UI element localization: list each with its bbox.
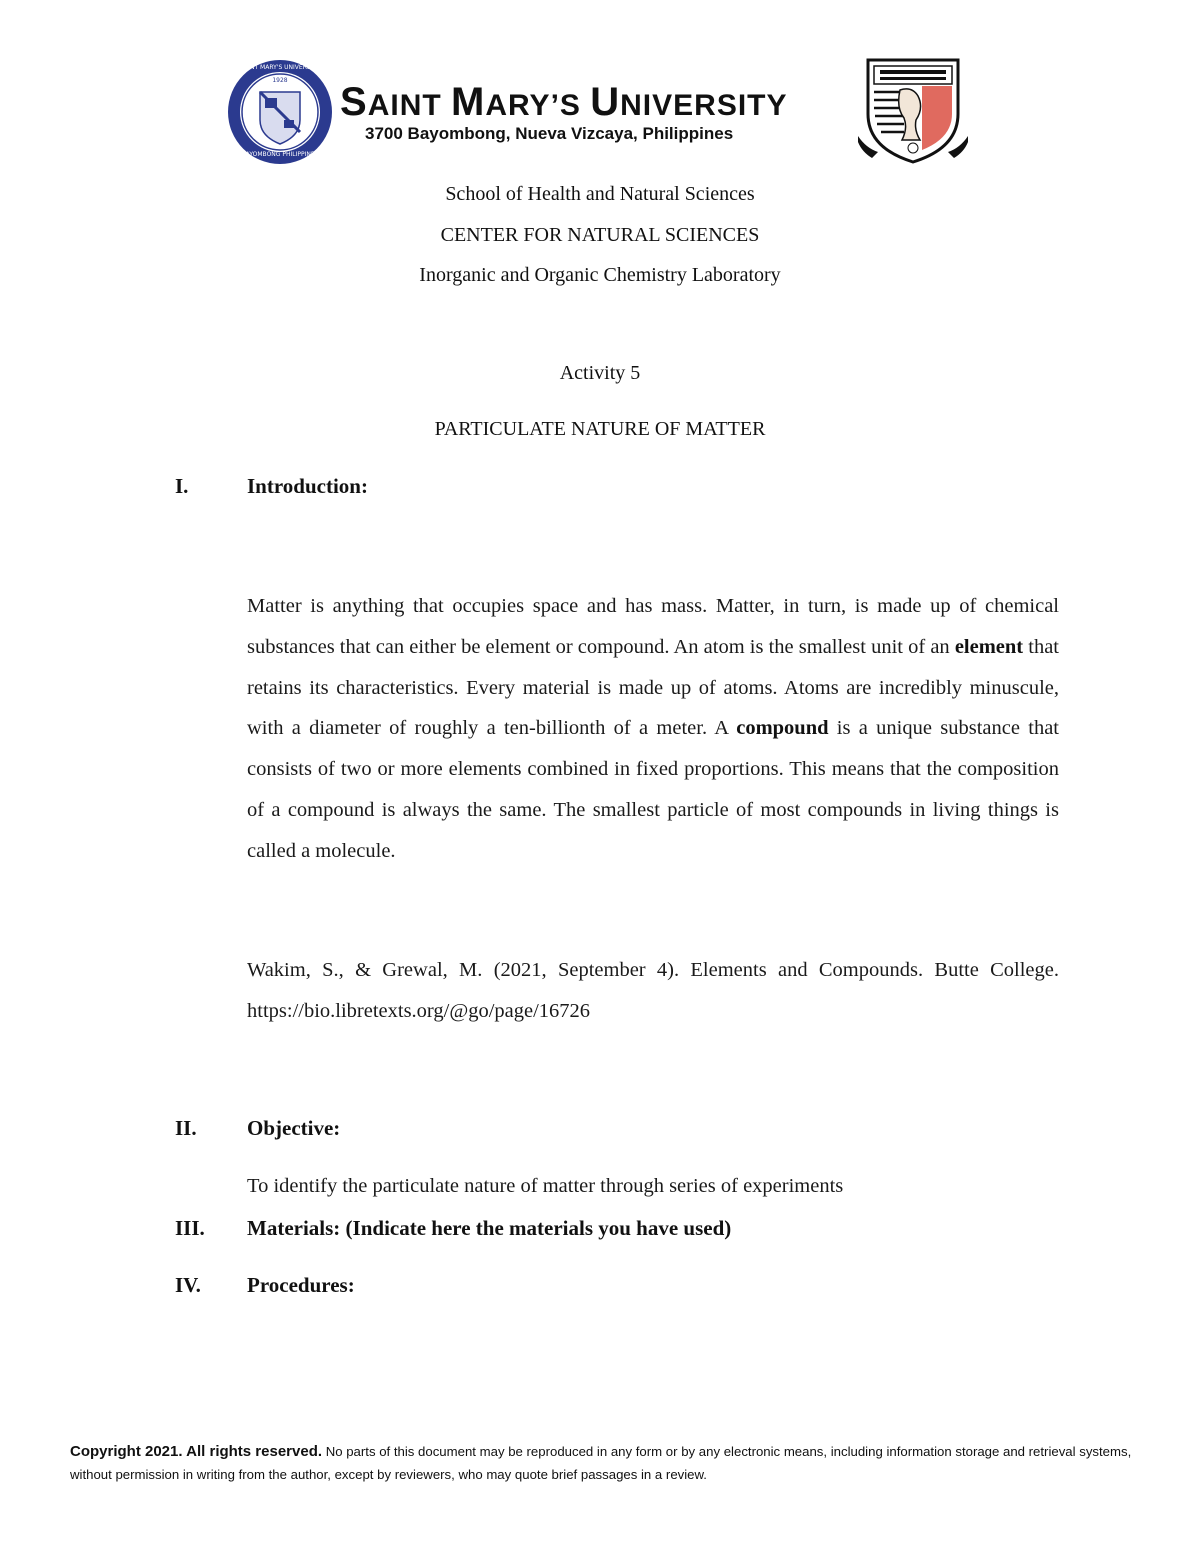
section-number-procedures: IV. [175,1273,201,1297]
section-title-procedures: Procedures: [247,1273,355,1297]
school-name: School of Health and Natural Sciences [445,183,755,205]
svg-text:BAYOMBONG PHILIPPINES: BAYOMBONG PHILIPPINES [241,151,319,158]
section-number-objective: II. [175,1116,197,1140]
copyright-footer [70,1440,1135,1486]
copyright-notice: No parts of this document may be reproduced in any form or by any electronic means, including information storage and retrieval systems, without permission in writing from the author, except by reviewers, who may quote brief passages in a review. [70,1444,1132,1482]
university-seal-left [224,58,336,166]
center-name: CENTER FOR NATURAL SCIENCES [440,224,760,246]
lab-name: Inorganic and Organic Chemistry Laboratory [419,264,781,286]
section-number-intro: I. [175,474,189,498]
section-title-objective: Objective: [247,1116,341,1140]
term-element: element [954,635,1024,658]
term-compound: compound [736,717,829,740]
university-address: 3700 Bayombong, Nueva Vizcaya, Philippines [365,124,734,143]
section-title-materials: Materials: (Indicate here the materials you have used) [247,1216,732,1240]
activity-number: Activity 5 [559,362,641,384]
intro-paragraph: Matter is anything that occupies space and has mass. Matter, in turn, is made up of chemical substances that can either be element or compound. An atom is the smallest unit of an element that retains its characteristics. Every material is made up of atoms. Atoms are incredibly minuscule, with a diameter of roughly a ten-billionth of a meter. A compound is a unique substance that consists of two or more elements combined in fixed proportions. This means that the composition of a compound is always the same. The smallest particle of most compounds in living things is called a molecule. [247,595,1060,862]
section-title-intro: Introduction: [247,474,368,498]
university-shield-right [858,56,968,166]
university-name: SAINT MARY’S UNIVERSITY [340,80,788,124]
section-number-materials: III. [175,1216,205,1240]
copyright-label: Copyright 2021. All rights reserved. [70,1443,323,1460]
activity-title: PARTICULATE NATURE OF MATTER [434,418,766,440]
svg-text:SAINT MARY'S UNIVERSITY: SAINT MARY'S UNIVERSITY [240,64,320,71]
reference-citation: Wakim, S., & Grewal, M. (2021, September 4). Elements and Compounds. Butte College. https://bio.libretexts.org/@go/page/16726 [247,959,1059,1022]
svg-text:1928: 1928 [272,77,288,84]
objective-text: To identify the particulate nature of matter through series of experiments [247,1175,844,1197]
